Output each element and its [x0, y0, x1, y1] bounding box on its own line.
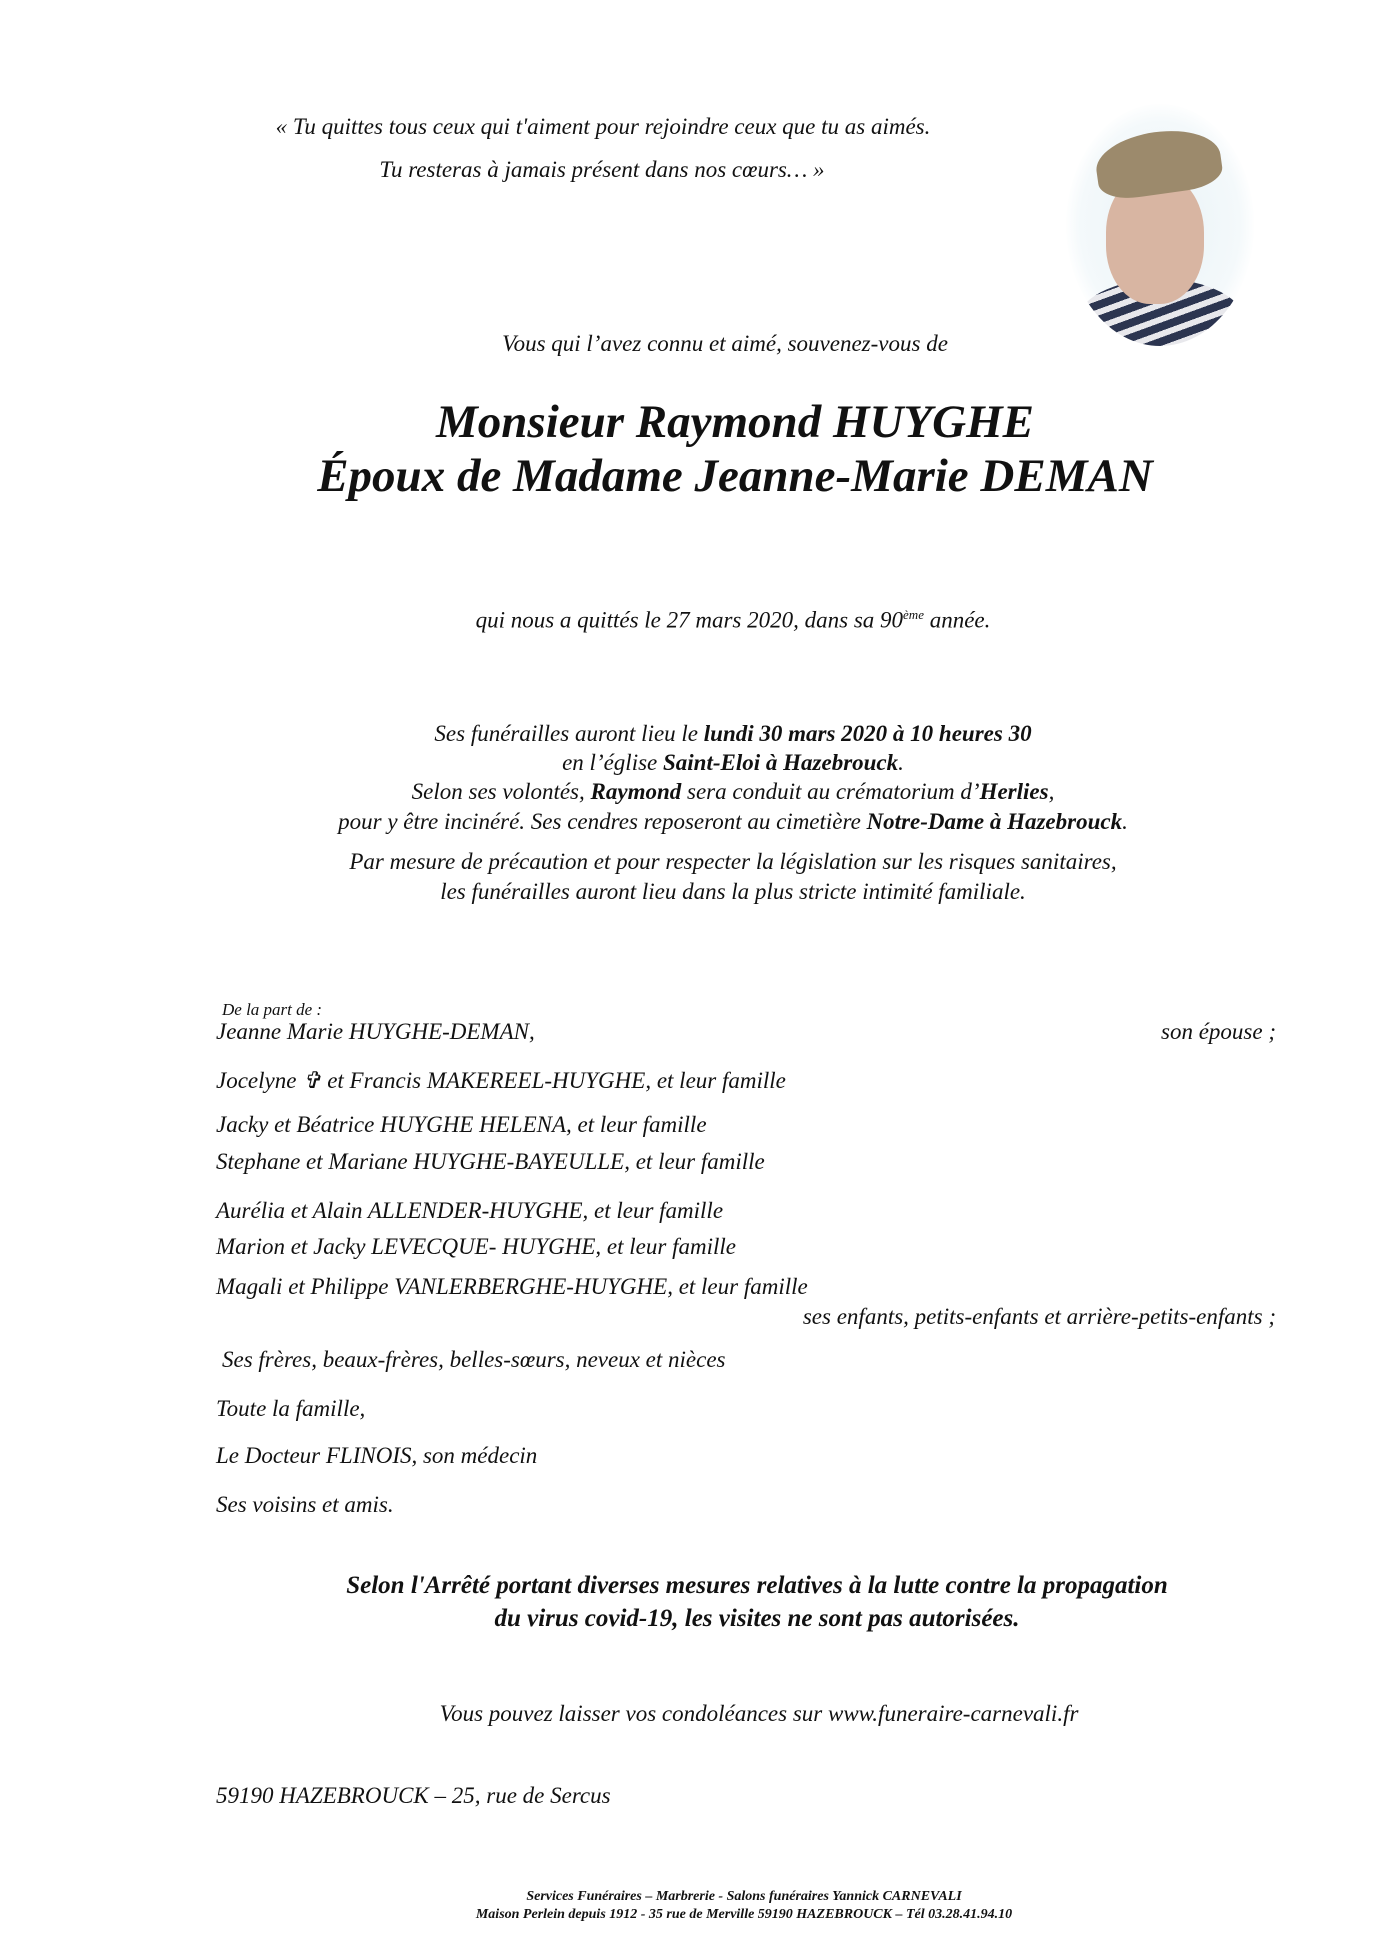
covid-notice-2: du virus covid-19, les visites ne sont pas autorisées. [494, 1605, 1020, 1632]
family-line: Ses voisins et amis. [216, 1492, 394, 1517]
family-line: Marion et Jacky LEVECQUE- HUYGHE, et leur famille [216, 1234, 736, 1259]
covid-notice-1: Selon l'Arrêté portant diverses mesures relatives à la lutte contre la propagation [346, 1572, 1168, 1599]
funeral-line-5: Par mesure de précaution et pour respecter la législation sur les risques sanitaires, [349, 849, 1117, 874]
condolences-text: Vous pouvez laisser vos condoléances sur www.funeraire-carnevali.fr [439, 1701, 1079, 1726]
death-notice: qui nous a quittés le 27 mars 2020, dans sa 90ème année. [475, 607, 991, 633]
quote-line-2: Tu resteras à jamais présent dans nos cœurs… » [379, 157, 825, 182]
deceased-name: Monsieur Raymond HUYGHE [435, 396, 1035, 448]
intro-text: Vous qui l’avez connu et aimé, souvenez-vous de [502, 331, 948, 356]
children-role: ses enfants, petits-enfants et arrière-petits-enfants ; [802, 1304, 1276, 1329]
family-line: Stephane et Mariane HUYGHE-BAYEULLE, et leur famille [216, 1149, 765, 1174]
spouse-title: Époux de Madame Jeanne-Marie DEMAN [317, 450, 1153, 502]
funeral-line-1: Ses funérailles auront lieu le lundi 30 mars 2020 à 10 heures 30 [434, 721, 1032, 746]
footer-line-1: Services Funéraires – Marbrerie - Salons funéraires Yannick CARNEVALI [526, 1889, 962, 1904]
family-line: Magali et Philippe VANLERBERGHE-HUYGHE, et leur famille [216, 1274, 808, 1299]
footer-line-2: Maison Perlein depuis 1912 - 35 rue de Merville 59190 HAZEBROUCK – Tél 03.28.41.94.10 [475, 1907, 1013, 1922]
family-line: Jacky et Béatrice HUYGHE HELENA, et leur famille [216, 1112, 707, 1137]
quote-line-1: « Tu quittes tous ceux qui t'aiment pour rejoindre ceux que tu as aimés. [275, 114, 931, 139]
funeral-line-3: Selon ses volontés, Raymond sera conduit au crématorium d’Herlies, [411, 779, 1055, 804]
family-line: Jocelyne ✞ et Francis MAKEREEL-HUYGHE, et leur famille [216, 1068, 786, 1093]
funeral-line-2: en l’église Saint-Eloi à Hazebrouck. [562, 750, 904, 775]
family-line: Le Docteur FLINOIS, son médecin [216, 1443, 538, 1468]
funeral-line-4: pour y être incinéré. Ses cendres reposeront au cimetière Notre-Dame à Hazebrouck. [338, 809, 1128, 834]
portrait-photo [1066, 104, 1254, 346]
family-line: Toute la famille, [216, 1396, 366, 1421]
funeral-line-6: les funérailles auront lieu dans la plus stricte intimité familiale. [440, 879, 1026, 904]
address: 59190 HAZEBROUCK – 25, rue de Sercus [216, 1783, 611, 1808]
family-line: Ses frères, beaux-frères, belles-sœurs, neveux et nièces [222, 1347, 726, 1372]
family-line: Aurélia et Alain ALLENDER-HUYGHE, et leur famille [216, 1198, 724, 1223]
spouse-role: son épouse ; [1161, 1019, 1276, 1044]
from-label: De la part de : [222, 1000, 323, 1019]
spouse-name: Jeanne Marie HUYGHE-DEMAN, [216, 1019, 535, 1044]
